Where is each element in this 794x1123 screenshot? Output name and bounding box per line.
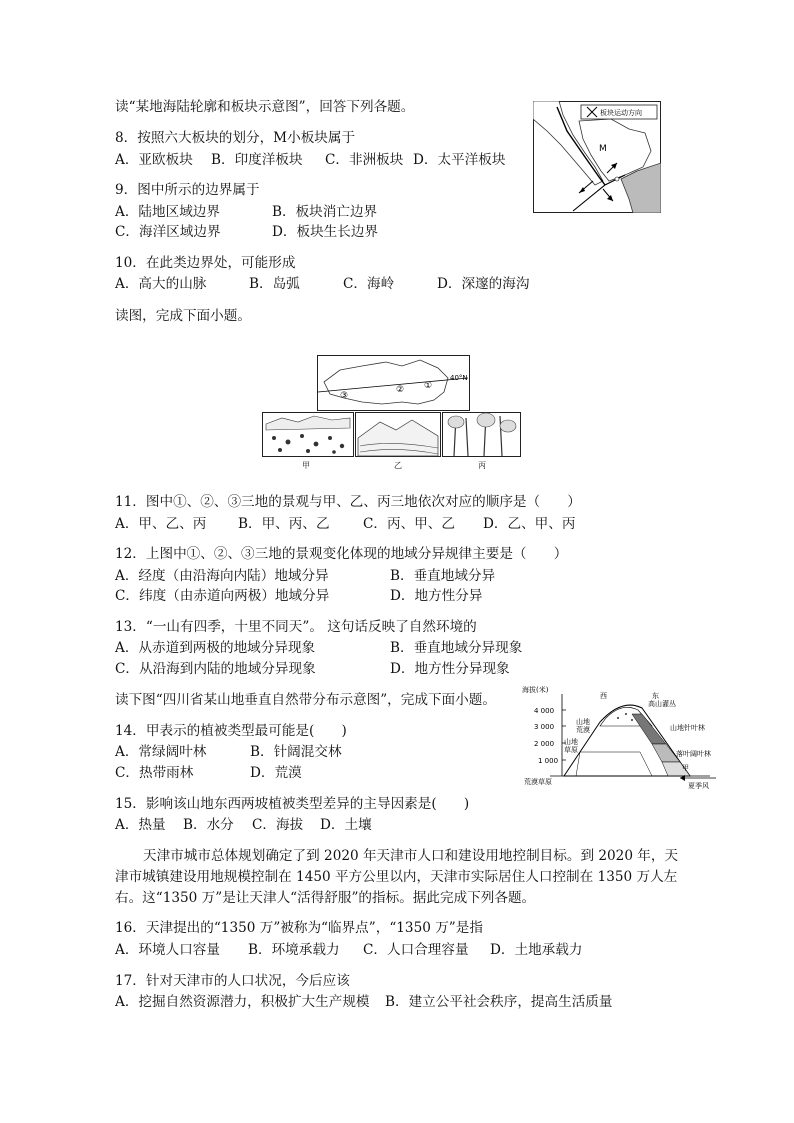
label-jia-zone: 甲 — [682, 764, 689, 772]
landscape-figure — [262, 352, 522, 470]
marker-2: ② — [396, 385, 405, 395]
band-desert-b: 荒漠 — [576, 726, 590, 734]
q9-option-d[interactable]: D．板块生长边界 — [272, 224, 379, 240]
q9-option-b[interactable]: B．板块消亡边界 — [272, 204, 378, 220]
q10-option-c[interactable]: C．海岭 — [343, 276, 395, 292]
q10-option-a[interactable]: A．高大的山脉 — [115, 276, 207, 292]
q8-option-c[interactable]: C．非洲板块 — [325, 152, 404, 168]
tick-2000: 2 000 — [534, 740, 555, 748]
passage-line-2: 津市城镇建设用地规模控制在 1450 平方公里以内，天津市实际居住人口控制在 1350 万人左 — [115, 869, 678, 885]
q14-option-d[interactable]: D．荒漠 — [250, 765, 302, 781]
q12-stem: 12．上图中①、②、③三地的景观变化体现的地域分异规律主要是（ ） — [115, 546, 568, 562]
q8-option-b[interactable]: B．印度洋板块 — [211, 152, 303, 168]
q9-option-a[interactable]: A．陆地区域边界 — [115, 204, 220, 220]
q10-stem: 10．在此类边界处，可能形成 — [115, 255, 296, 271]
band-alpine-shrub: 高山灌丛 — [648, 700, 676, 708]
band-deciduous: 落叶阔叶林 — [676, 750, 711, 758]
band-conifer: 山地针叶林 — [670, 724, 705, 732]
q11-stem: 11．图中①、②、③三地的景观与甲、乙、丙三地依次对应的顺序是（ ） — [115, 494, 581, 510]
q15-option-c[interactable]: C．海拔 — [252, 817, 304, 833]
q16-stem: 16．天津提出的“1350 万”被称为“临界点”，“1350 万”是指 — [115, 920, 483, 936]
q14-option-c[interactable]: C．热带雨林 — [115, 765, 194, 781]
q13-stem: 13．“一山有四季，十里不同天”。 这句话反映了自然环境的 — [115, 619, 477, 635]
q13-option-c[interactable]: C．从沿海到内陆的地域分异现象 — [115, 661, 316, 677]
intro-text-2: 读图，完成下面小题。 — [115, 308, 251, 324]
marker-1: ① — [424, 381, 433, 391]
tick-1000: 1 000 — [538, 757, 559, 765]
label-east: 东 — [652, 692, 659, 700]
q17-option-a[interactable]: A．挖掘自然资源潜力，积极扩大生产规模 — [115, 994, 370, 1010]
q12-option-a[interactable]: A．经度（由沿海向内陆）地域分异 — [115, 568, 329, 584]
q13-option-b[interactable]: B．垂直地域分异现象 — [390, 640, 523, 656]
panel-label-yi: 乙 — [394, 461, 402, 470]
q15-option-b[interactable]: B．水分 — [183, 817, 234, 833]
band-grass-b: 草原 — [564, 746, 578, 754]
y-axis-label: 海拔(米) — [522, 686, 549, 694]
passage-line-3: 右。这“1350 万”是让天津人“活得舒服”的指标。据此完成下列各题。 — [115, 890, 536, 906]
summer-monsoon-label: 夏季风 — [688, 782, 709, 790]
panel-label-jia: 甲 — [302, 461, 310, 470]
vertical-zone-diagram — [520, 684, 720, 790]
q9-option-c[interactable]: C．海洋区域边界 — [115, 224, 221, 240]
q8-option-a[interactable]: A．亚欧板块 — [115, 152, 193, 168]
q8-option-d[interactable]: D．太平洋板块 — [413, 152, 506, 168]
q12-option-c[interactable]: C．纬度（由赤道向两极）地域分异 — [115, 588, 330, 604]
legend-text: 板块运动方向 — [600, 109, 642, 117]
q17-option-b[interactable]: B．建立公平社会秩序，提高生活质量 — [385, 994, 613, 1010]
q15-stem: 15．影响该山地东西两坡植被类型差异的主导因素是( ) — [115, 796, 470, 812]
q17-stem: 17．针对天津市的人口状况，今后应该 — [115, 973, 350, 989]
q8-stem: 8．按照六大板块的划分，M小板块属于 — [115, 130, 356, 146]
q14-stem: 14．甲表示的植被类型最可能是( ) — [115, 723, 347, 739]
tick-3000: 3 000 — [534, 723, 555, 731]
q14-option-b[interactable]: B．针阔混交林 — [250, 744, 342, 760]
intro-text-1: 读“某地海陆轮廓和板块示意图”，回答下列各题。 — [115, 99, 415, 115]
q11-option-a[interactable]: A．甲、乙、丙 — [115, 516, 207, 532]
q11-option-c[interactable]: C．丙、甲、乙 — [363, 516, 455, 532]
label-west: 西 — [600, 692, 607, 700]
q12-option-b[interactable]: B．垂直地域分异 — [390, 568, 496, 584]
q11-option-d[interactable]: D．乙、甲、丙 — [483, 516, 576, 532]
q13-option-a[interactable]: A．从赤道到两极的地域分异现象 — [115, 640, 316, 656]
latitude-label: 40°N — [450, 374, 468, 382]
q12-option-d[interactable]: D．地方性分异 — [390, 588, 483, 604]
label-m: M — [599, 144, 607, 154]
q13-option-d[interactable]: D．地方性分异现象 — [390, 661, 510, 677]
q11-option-b[interactable]: B．甲、丙、乙 — [238, 516, 330, 532]
tick-4000: 4 000 — [534, 707, 555, 715]
band-desert-steppe: 荒漠草原 — [524, 778, 552, 786]
q16-option-d[interactable]: D．土地承载力 — [490, 942, 583, 958]
marker-3: ③ — [340, 391, 349, 401]
q10-option-d[interactable]: D．深邃的海沟 — [437, 276, 530, 292]
q9-stem: 9．图中所示的边界属于 — [115, 182, 260, 198]
panel-label-bing: 丙 — [478, 461, 486, 470]
band-desert-a: 山地 — [576, 718, 590, 726]
intro-text-3: 读下图“四川省某山地垂直自然带分布示意图”，完成下面小题。 — [115, 692, 496, 708]
passage-line-1: 天津市城市总体规划确定了到 2020 年天津市人口和建设用地控制目标。到 2020 年，天 — [143, 848, 679, 864]
q16-option-b[interactable]: B．环境承载力 — [248, 942, 340, 958]
q10-option-b[interactable]: B．岛弧 — [249, 276, 300, 292]
plate-boundary-map — [533, 101, 661, 213]
q16-option-c[interactable]: C．人口合理容量 — [363, 942, 469, 958]
q16-option-a[interactable]: A．环境人口容量 — [115, 942, 220, 958]
q15-option-a[interactable]: A．热量 — [115, 817, 166, 833]
q14-option-a[interactable]: A．常绿阔叶林 — [115, 744, 207, 760]
q15-option-d[interactable]: D．土壤 — [320, 817, 372, 833]
band-grass-a: 山地 — [564, 738, 578, 746]
